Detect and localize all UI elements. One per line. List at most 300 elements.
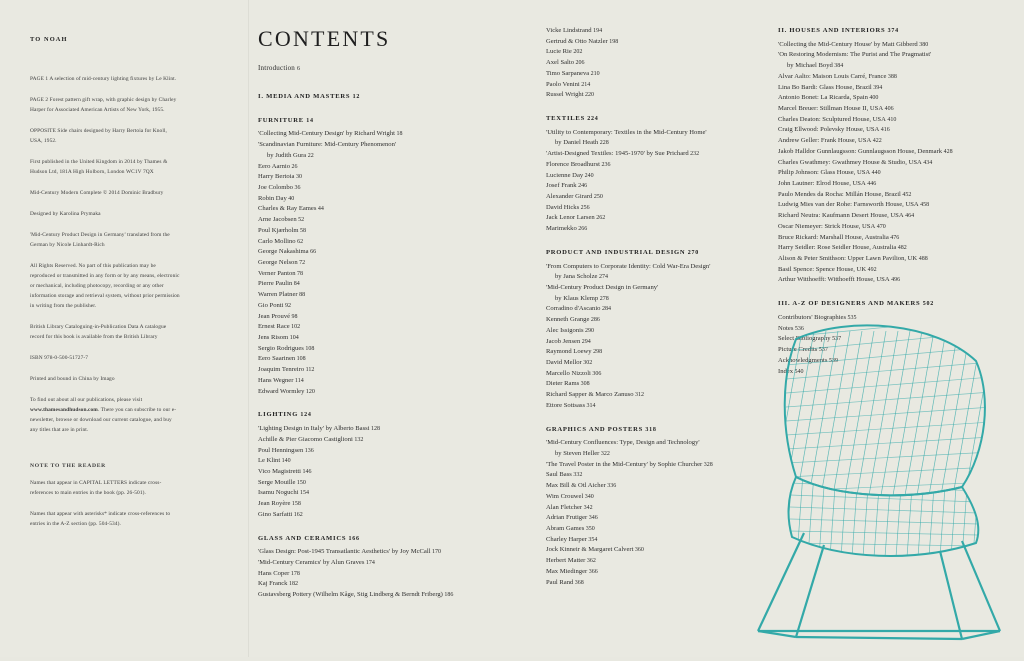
toc-entry-label: Achille & Pier Giacomo Castiglioni (258, 435, 353, 443)
toc-entry-label: Oscar Niemeyer: Strick House, USA (778, 222, 876, 230)
toc-entry[interactable] (546, 524, 771, 535)
toc-entry-page: 140 (280, 458, 291, 465)
toc-entry[interactable] (258, 140, 493, 151)
toc-entry[interactable] (258, 590, 493, 601)
toc-entry[interactable] (778, 168, 1010, 179)
publisher-website-note (30, 395, 180, 435)
toc-entry-label: Marcello Nizzoli (546, 369, 591, 377)
toc-entry-page: 250 (592, 194, 603, 201)
toc-entry-page: 537 (830, 336, 842, 343)
toc-entry-page: 340 (583, 493, 594, 500)
toc-section-label: III. A-Z OF DESIGNERS AND MAKERS (778, 300, 921, 308)
toc-entry[interactable] (546, 379, 771, 390)
toc-entry-page: 535 (846, 314, 857, 321)
toc-entry-label: Poul Kjærholm (258, 226, 299, 234)
toc-entry-label: Alison & Peter Smithson: Upper Lawn Pavilion, UK (778, 255, 918, 263)
colophon-paragraph: 'Mid-Century Product Design in Germany' translated from the German by Nicole Linhardt-Rich (30, 231, 170, 248)
toc-entry-page: 284 (600, 306, 611, 313)
toc-entry-page: 332 (571, 472, 583, 479)
colophon-paragraph: British Library Cataloguing-in-Publication Data A catalogue record for this book is available from the British Library (30, 323, 167, 340)
toc-entry[interactable] (778, 265, 1010, 276)
toc-entry-page: 362 (585, 558, 596, 565)
toc-entry-page: 350 (584, 526, 595, 532)
toc-entry-page: 114 (293, 377, 304, 384)
toc-entry-page: 312 (633, 392, 645, 399)
toc-section-label: GRAPHICS AND POSTERS (546, 425, 644, 433)
toc-entry-label: Acknowledgments (778, 356, 828, 364)
toc-entry-page: 328 (702, 461, 713, 468)
toc-section-heading[interactable] (258, 116, 493, 127)
toc-entry[interactable] (546, 283, 771, 294)
toc-section-label: FURNITURE (258, 116, 304, 124)
toc-entry-page: 206 (574, 60, 585, 67)
toc-entry[interactable] (778, 275, 1010, 286)
toc-entry[interactable] (546, 58, 771, 69)
toc-entry-label: David Mellor (546, 358, 582, 366)
toc-entry[interactable] (546, 578, 771, 589)
toc-entry[interactable] (546, 326, 771, 337)
toc-entry[interactable] (778, 83, 1010, 94)
toc-entry-label: Contributors' Biographies (778, 313, 847, 321)
toc-entry-label: Paulo Mendes da Rocha: Millán House, Brazil (778, 190, 901, 198)
toc-entry-label: Paul Rand (546, 578, 574, 586)
toc-entry-page: 286 (589, 317, 600, 324)
toc-section-page: 14 (303, 117, 314, 124)
toc-entry[interactable] (258, 579, 493, 590)
toc-section-heading[interactable] (258, 92, 493, 103)
toc-entry[interactable] (546, 460, 771, 471)
toc-section-heading[interactable] (258, 410, 493, 421)
toc-entry[interactable] (778, 147, 1010, 158)
toc-entry[interactable] (778, 190, 1010, 201)
toc-section-page: 224 (585, 116, 599, 123)
toc-entry-page: 40 (286, 195, 295, 202)
toc-entry[interactable] (258, 322, 493, 333)
colophon-column (30, 34, 180, 540)
toc-entry[interactable] (258, 215, 493, 226)
toc-entry-label: Arthur Witthoefft: Witthoefft House, USA (778, 276, 890, 284)
toc-entry[interactable] (778, 179, 1010, 190)
toc-entry-label: Marcel Breuer: Stillman House II, USA (778, 104, 884, 112)
toc-entry-page: 72 (297, 260, 306, 267)
toc-entry[interactable] (258, 376, 493, 387)
toc-entry-label: Max Miedinger (546, 567, 588, 575)
toc-entry-page: 52 (296, 217, 305, 224)
toc-section-label: I. MEDIA AND MASTERS (258, 93, 351, 100)
toc-entry-label: Alvar Aalto: Maison Louis Carré, France (778, 72, 887, 80)
toc-entry[interactable] (546, 272, 771, 283)
toc-entry-label: Max Bill & Otl Aicher (546, 482, 606, 490)
toc-section-heading[interactable] (778, 299, 1010, 310)
toc-entry-page: 342 (582, 504, 593, 511)
toc-entry[interactable] (546, 47, 771, 58)
toc-entry[interactable] (778, 233, 1010, 244)
toc-entry-page: 366 (587, 568, 598, 575)
toc-entry[interactable] (258, 269, 493, 280)
note-paragraph: Names that appear in CAPITAL LETTERS indicate cross-references to main entries in the book (pp. 26-501). (30, 480, 162, 497)
toc-entry[interactable] (258, 247, 493, 258)
toc-entry-label: Florence Broadhurst (546, 160, 601, 168)
toc-entry[interactable] (258, 333, 493, 344)
toc-entry[interactable] (778, 104, 1010, 115)
toc-entry-page: 458 (918, 202, 930, 209)
toc-entry-label: Jean Prouvé (258, 312, 291, 320)
toc-entry[interactable] (546, 545, 771, 556)
toc-section-heading[interactable] (546, 114, 771, 125)
toc-entry[interactable] (546, 535, 771, 546)
toc-entry-label: Serge Mouille (258, 478, 296, 486)
toc-entry-label: 'Utility to Contemporary: Textiles in the Mid-Century Home' (546, 128, 707, 136)
toc-entry[interactable] (546, 492, 771, 503)
toc-entry[interactable] (546, 80, 771, 91)
publisher-website-link[interactable]: www.thamesandhudson.com (30, 406, 98, 413)
toc-section-label: LIGHTING (258, 411, 299, 419)
toc-entry-page: 540 (793, 368, 804, 375)
toc-entry-page: 88 (297, 292, 306, 299)
toc-entry-label: Timo Sarpaneva (546, 69, 590, 77)
toc-entry-label: Andrew Geller: Frank House, USA (778, 137, 872, 145)
toc-entry-label: by Daniel Heath (555, 139, 599, 147)
toc-entry[interactable] (546, 470, 771, 481)
toc-entry[interactable] (258, 365, 493, 376)
toc-entry-page: 92 (283, 302, 291, 309)
toc-entry-label: 'Lighting Design in Italy' by Alberto Bassi (258, 425, 370, 433)
toc-entry[interactable] (546, 213, 771, 224)
toc-entry-label: 'Mid-Century Confluences: Type, Design and Technology' (546, 439, 700, 447)
toc-entry-label: Wim Crouwel (546, 492, 584, 500)
toc-entry[interactable] (778, 61, 1010, 72)
toc-entry-label: Raymond Loewy (546, 348, 592, 356)
toc-entry-label: Hans Coper (258, 569, 290, 577)
toc-entry[interactable] (546, 449, 771, 460)
toc-entry-page: 290 (583, 327, 595, 334)
toc-entry[interactable] (546, 401, 771, 412)
toc-entry[interactable] (546, 138, 771, 149)
toc-entry-page: 246 (576, 183, 588, 190)
toc-entry-page: 422 (871, 138, 882, 145)
toc-entry-label: Lucienne Day (546, 171, 584, 179)
toc-entry-page: 440 (870, 170, 881, 177)
toc-entry[interactable] (546, 181, 771, 192)
toc-entry-label: 'Glass Design: Post-1945 Transatlantic Aesthetics' by Joy McCall (258, 548, 431, 556)
toc-entry-page: 306 (590, 370, 602, 377)
toc-entry-label: Alexander Girard (546, 193, 593, 201)
toc-entry[interactable] (778, 200, 1010, 211)
toc-entry-page: 174 (364, 559, 375, 566)
toc-column-2 (546, 26, 771, 588)
toc-entry[interactable] (258, 129, 493, 140)
toc-entry-page: 128 (369, 426, 381, 433)
toc-entry[interactable] (258, 354, 493, 365)
toc-entry-label: by Judith Gura (267, 151, 307, 159)
toc-entry-label: Gio Ponti (258, 301, 284, 309)
toc-entry[interactable] (546, 37, 771, 48)
toc-entry[interactable] (546, 128, 771, 139)
toc-entry-page: 394 (871, 84, 883, 91)
toc-entry[interactable] (546, 347, 771, 358)
toc-entry-page: 232 (688, 151, 700, 158)
toc-entry-label: Charles Deaton: Sculptured House, USA (778, 115, 886, 123)
toc-entry-page: 482 (896, 245, 907, 252)
toc-entry-page: 104 (288, 335, 299, 342)
toc-entry-label: Charles Gwathmey: Gwathmey House & Studio, USA (778, 158, 922, 166)
toc-entry[interactable] (546, 567, 771, 578)
toc-entry-page: 434 (921, 159, 933, 166)
toc-entry-label: Jakob Halldor Gunnlaugsson: Gunnlaugsson House, Denmark (778, 147, 943, 155)
toc-entry-page: 58 (298, 227, 306, 234)
toc-entry[interactable] (778, 40, 1010, 51)
toc-entry-label: 'From Computers to Corporate Identity: Cold War-Era Design' (546, 262, 711, 270)
toc-entry-page: 36 (292, 184, 301, 191)
toc-section-heading[interactable] (546, 248, 771, 259)
toc-entry-page: 178 (289, 570, 300, 577)
toc-entry-label: 'Mid-Century Product Design in Germany' (546, 284, 659, 291)
toc-entry[interactable] (258, 499, 493, 510)
toc-entry[interactable] (778, 222, 1010, 233)
note-to-reader-body (30, 478, 180, 529)
toc-entry-page: 210 (589, 70, 600, 77)
toc-entry[interactable] (546, 556, 771, 567)
toc-entry-page: 108 (295, 356, 306, 363)
toc-entry-label: David Hicks (546, 203, 580, 211)
toc-entry[interactable] (258, 290, 493, 301)
toc-entry[interactable] (778, 158, 1010, 169)
toc-entry-label: Jean Royère (258, 500, 291, 508)
toc-entry-page: 150 (295, 479, 306, 486)
toc-entry-page: 452 (900, 191, 912, 198)
toc-entry-label: Jacob Jensen (546, 337, 581, 345)
toc-entry-label: Kaj Franck (258, 580, 288, 588)
toc-entry[interactable] (258, 467, 493, 478)
toc-entry-label: Charles & Ray Eames (258, 205, 317, 213)
toc-entry-label: 'Collecting the Mid-Century House' by Matt Gibberd (778, 40, 918, 48)
toc-entry-page: 322 (599, 450, 610, 457)
toc-column-1 (258, 92, 493, 601)
toc-entry[interactable] (546, 26, 771, 37)
toc-entry-label: Picture Credits (778, 346, 818, 354)
colophon-paragraph: Mid-Century Modern Complete © 2014 Dominic Bradbury (30, 189, 164, 196)
toc-entry[interactable] (778, 93, 1010, 104)
toc-entry[interactable] (258, 226, 493, 237)
toc-entry[interactable] (778, 324, 1010, 335)
toc-section-heading[interactable] (258, 534, 493, 545)
toc-entry[interactable] (258, 151, 493, 162)
toc-entry-label: Richard Sapper & Marco Zanuso (546, 391, 634, 399)
toc-entry[interactable] (778, 72, 1010, 83)
toc-entry-page: 62 (295, 238, 304, 245)
toc-entry[interactable] (778, 125, 1010, 136)
toc-entry-label: Introduction (258, 64, 296, 72)
toc-entry[interactable] (546, 192, 771, 203)
colophon-paragraph: First published in the United Kingdom in 2014 by Thames & Hudson Ltd, 181A High Holborn, London WC1V 7QX (30, 158, 168, 175)
toc-entry-page: 308 (579, 381, 590, 388)
toc-entry-label: Warren Platner (258, 291, 298, 299)
toc-entry-page: 302 (581, 359, 593, 366)
toc-entry-label: Edward Wormley (258, 387, 305, 395)
toc-entry[interactable] (546, 481, 771, 492)
toc-entry[interactable] (546, 203, 771, 214)
toc-entry-label: 'Artist-Designed Textiles: 1945-1970' by Sue Prichard (546, 150, 689, 158)
toc-entry-page: 496 (889, 277, 901, 284)
toc-entry[interactable] (778, 50, 1010, 61)
toc-entry-label: Richard Neutra: Kaufmann Desert House, USA (778, 212, 904, 220)
toc-entry-label: Carlo Mollino (258, 237, 296, 245)
toc-entry[interactable] (258, 424, 493, 435)
toc-entry-page: 476 (888, 234, 900, 241)
toc-entry-page: 26 (290, 163, 298, 170)
note-to-reader-heading: NOTE TO THE READER (30, 462, 106, 469)
toc-entry-page: 539 (827, 357, 838, 364)
toc-entry-label: Joaquim Tenreiro (258, 366, 305, 374)
toc-entry-label: Jock Kinneir & Margaret Calvert (546, 546, 634, 554)
toc-entry-page: 108 (303, 345, 315, 352)
toc-entry[interactable] (258, 312, 493, 323)
colophon-paragraph: PAGE 1 A selection of mid-century lighting fixtures by Le Klint. (30, 75, 177, 82)
toc-entry[interactable] (546, 503, 771, 514)
toc-entry[interactable] (778, 334, 1010, 345)
toc-entry[interactable] (258, 478, 493, 489)
toc-entry[interactable] (778, 136, 1010, 147)
toc-entry-label: Eero Aarnio (258, 162, 291, 170)
toc-entry[interactable] (546, 294, 771, 305)
toc-entry-label: Craig Ellwood: Polevsky House, USA (778, 126, 880, 134)
toc-entry-label: Bruce Rickard: Marshall House, Australia (778, 233, 889, 241)
toc-entry-label: Lucie Rie (546, 48, 572, 56)
toc-entry[interactable] (546, 390, 771, 401)
toc-entry-label: Basil Spence: Spence House, UK (778, 265, 867, 273)
toc-entry-label: Select Bibliography (778, 335, 831, 343)
toc-entry[interactable] (258, 237, 493, 248)
toc-entry[interactable] (258, 446, 493, 457)
toc-entry-page: 262 (594, 215, 606, 222)
toc-section-page: 124 (298, 412, 312, 419)
toc-entry-page: 186 (442, 592, 454, 599)
toc-entry-page: 428 (942, 148, 953, 155)
toc-entry[interactable] (546, 369, 771, 380)
toc-entry-introduction (258, 64, 300, 72)
toc-entry-page: 406 (883, 105, 894, 112)
toc-entry[interactable] (258, 547, 493, 558)
toc-entry-label: Sergio Rodrigues (258, 344, 304, 352)
toc-entry-page: 400 (867, 95, 879, 102)
toc-entry[interactable] (546, 315, 771, 326)
toc-entry[interactable] (546, 69, 771, 80)
toc-entry-page: 136 (303, 447, 314, 454)
toc-entry[interactable] (546, 149, 771, 160)
toc-entry-page: 384 (832, 63, 844, 70)
toc-entry[interactable] (258, 488, 493, 499)
toc-entry-label: 'The Travel Poster in the Mid-Century' by Sophie Churcher (546, 460, 703, 468)
toc-entry-label: Hans Wegner (258, 376, 294, 384)
toc-entry[interactable] (546, 262, 771, 273)
toc-entry-page: 182 (287, 581, 298, 588)
toc-entry[interactable] (258, 194, 493, 205)
colophon-paragraph: Designed by Karolina Prymaka (30, 210, 101, 217)
toc-entry-page: 214 (579, 81, 591, 88)
toc-entry-page: 256 (579, 204, 590, 211)
toc-entry-page: 236 (600, 161, 611, 168)
toc-entry[interactable] (546, 160, 771, 171)
toc-entry[interactable] (778, 115, 1010, 126)
toc-entry-page: 470 (875, 223, 886, 230)
toc-section-heading[interactable] (546, 425, 771, 436)
toc-entry[interactable] (258, 301, 493, 312)
toc-entry[interactable] (778, 243, 1010, 254)
toc-entry-page: 220 (583, 92, 595, 99)
toc-entry[interactable] (258, 204, 493, 215)
toc-entry[interactable] (778, 313, 1010, 324)
toc-entry[interactable] (258, 510, 493, 521)
toc-entry[interactable] (546, 438, 771, 449)
toc-entry[interactable] (778, 254, 1010, 265)
toc-entry-label: Harry Seidler: Rose Seidler House, Australia (778, 244, 897, 252)
toc-entry[interactable] (258, 258, 493, 269)
website-note-suffix: . There you can subscribe to our e-newsletter, browse or download our current catalogue, and buy any titles that are in print. (30, 406, 177, 433)
colophon-paragraph: OPPOSITE Side chairs designed by Harry Bertoia for Knoll, USA, 1952. (30, 127, 167, 144)
toc-entry-label: by Steven Heller (555, 449, 600, 457)
toc-column-3 (778, 26, 1010, 377)
toc-entry-page: 388 (886, 73, 897, 80)
toc-entry[interactable] (778, 367, 1010, 378)
toc-entry[interactable] (778, 356, 1010, 367)
toc-entry-label: Pierre Paulin (258, 280, 293, 288)
toc-entry[interactable] (546, 513, 771, 524)
toc-entry[interactable] (258, 456, 493, 467)
toc-entry-page: 240 (583, 172, 594, 179)
toc-entry-label: Herbert Matter (546, 557, 586, 565)
toc-entry[interactable] (546, 224, 771, 235)
toc-entry[interactable] (258, 162, 493, 173)
toc-entry[interactable] (258, 183, 493, 194)
toc-entry-label: Corradino d'Ascanio (546, 305, 601, 313)
toc-entry-label: Ernest Race (258, 323, 290, 331)
toc-entry-page: 146 (301, 468, 312, 475)
toc-entry[interactable] (778, 345, 1010, 356)
toc-entry[interactable] (258, 435, 493, 446)
toc-entry[interactable] (546, 337, 771, 348)
toc-entry[interactable] (258, 279, 493, 290)
toc-entry-label: Lina Bo Bardi: Glass House, Brazil (778, 83, 872, 91)
toc-entry[interactable] (546, 90, 771, 101)
toc-entry-page: 416 (879, 127, 890, 134)
website-note-prefix: To find out about all our publications, please visit (30, 396, 143, 403)
toc-entry-page: 278 (598, 295, 609, 302)
toc-entry-label: Ettore Sottsass (546, 401, 586, 409)
toc-entry[interactable] (546, 171, 771, 182)
toc-entry-page: 410 (885, 116, 897, 123)
toc-entry-label: Marimekko (546, 225, 577, 233)
toc-entry[interactable] (778, 211, 1010, 222)
note-paragraph: Names that appear with asterisks* indicate cross-references to entries in the A-Z section (pp. 504-534). (30, 511, 171, 528)
toc-entry-page: 154 (298, 490, 309, 497)
toc-entry-label: Jack Lenor Larsen (546, 214, 595, 222)
toc-entry-page: 274 (597, 274, 608, 281)
toc-entry-label: Le Klint (258, 457, 281, 465)
toc-entry-label: Jens Risom (258, 334, 289, 342)
toc-section-heading[interactable] (778, 26, 1010, 37)
toc-entry[interactable] (258, 172, 493, 183)
toc-entry[interactable] (258, 344, 493, 355)
toc-entry[interactable] (258, 569, 493, 580)
toc-entry[interactable] (258, 387, 493, 398)
toc-entry-page: 194 (591, 28, 603, 34)
toc-entry[interactable] (258, 558, 493, 569)
toc-entry[interactable] (546, 358, 771, 369)
colophon-paragraph: PAGE 2 Forest pattern gift wrap, with graphic design by Charley Harper for Associated American Artists of New York, 1955. (30, 96, 177, 113)
toc-section-label: GLASS AND CERAMICS (258, 534, 347, 542)
toc-entry[interactable] (546, 304, 771, 315)
toc-entry-label: Gustavsberg Pottery (Wilhelm Kåge, Stig Lindberg & Berndt Friberg) (258, 591, 443, 599)
